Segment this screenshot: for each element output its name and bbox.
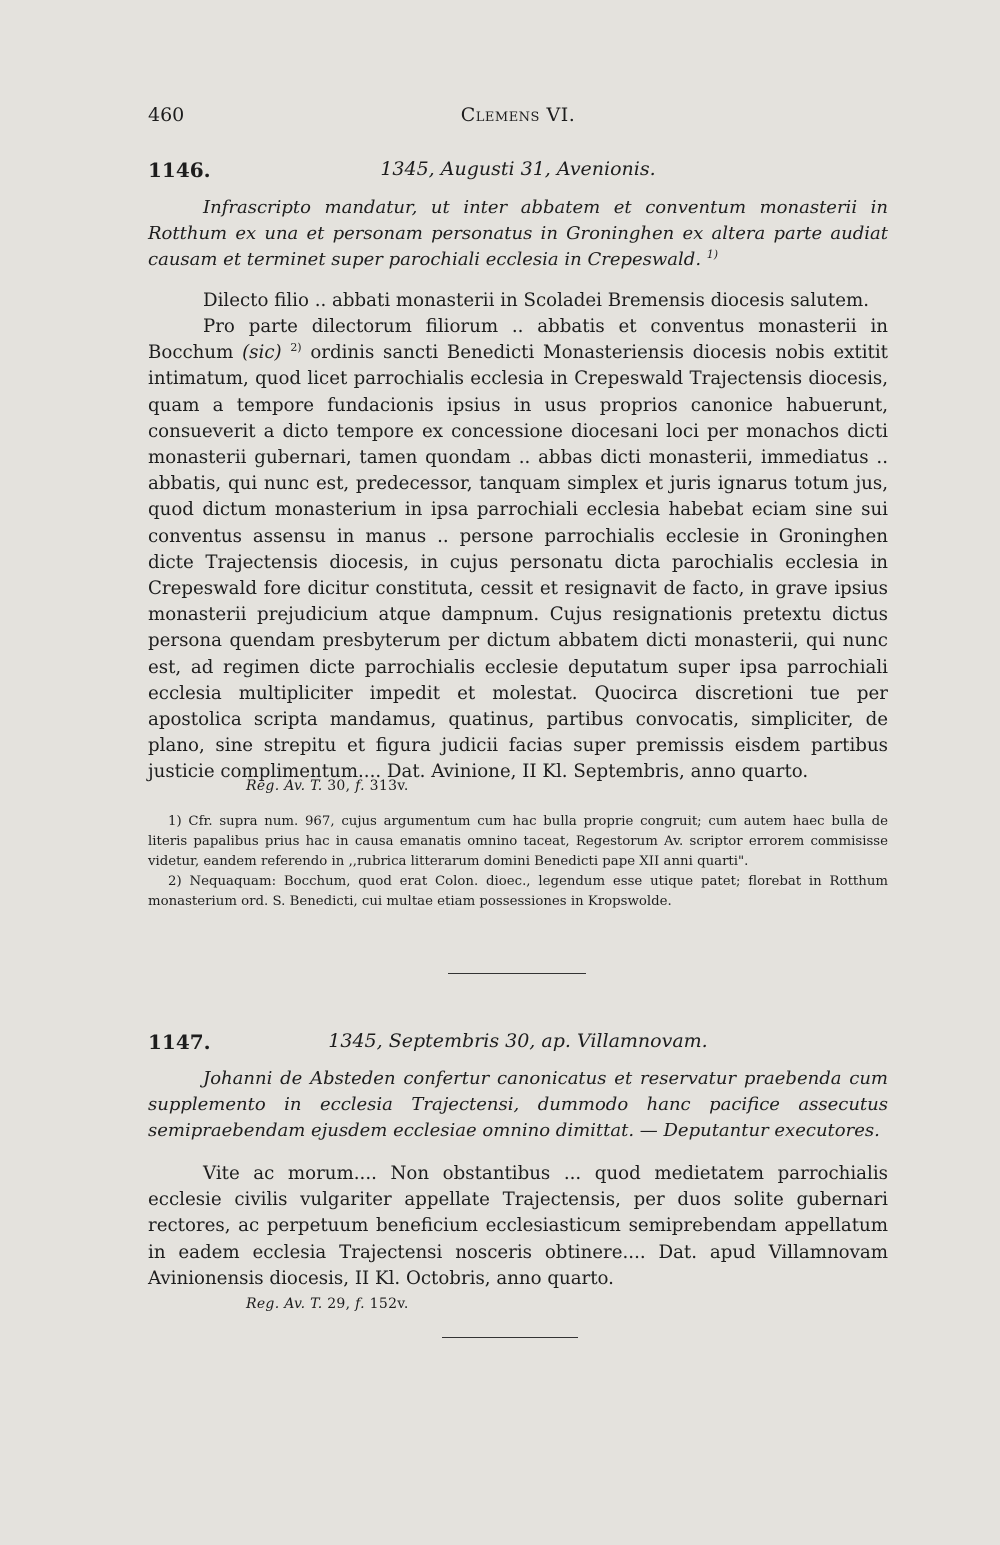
- source-folio: f.: [355, 1296, 365, 1312]
- sic-marker: (sic): [242, 342, 282, 364]
- footnote-ref-1: 1): [706, 248, 719, 261]
- summary-1146: [148, 195, 888, 273]
- footnotes-1146: [148, 812, 888, 912]
- source-folio-number: 152v.: [369, 1296, 409, 1312]
- section-divider: [448, 973, 586, 974]
- source-folio: f.: [355, 778, 365, 794]
- end-divider: [442, 1337, 578, 1338]
- page-number: 460: [148, 104, 185, 126]
- body-text-part-a: Pro parte dilectorum filiorum .. abbatis et conventus monasterii in Bocchum: [148, 316, 888, 364]
- entry-number-1146: 1146.: [148, 158, 211, 182]
- summary-text: Infrascripto mandatur, ut inter abbatem et conventum monasterii in Rotthum ex una et personam personatus in Groninghen ex altera parte audiat causam et terminet super parochiali ecclesia in Crepeswald.: [148, 197, 888, 270]
- body-text-part-b: ordinis sancti Benedicti Monasteriensis diocesis nobis extitit intimatum, quod licet parrochialis ecclesia in Crepeswald Trajectensis diocesis, quam a tempore fundacionis ipsius in usus proprios canonice habuerunt, consueverit a dicto tempore ex concessione diocesani loci per monachos dicti monasterii gubernari, tamen quondam .. abbas dicti monasterii, immediatus .. abbatis, qui nunc est, predecessor, tanquam simplex et juris ignarus totum jus, quod dictum monasterium in ipsa parrochiali ecclesia habebat eciam sine sui conventus assensu in manus .. persone parrochialis ecclesie in Groninghen dicte Trajectensis diocesis, in cujus personatu dicta parochialis ecclesia in Crepeswald fore dicitur constituta, cessit et resignavit de facto, in grave ipsius monasterii prejudicium atque dampnum. Cujus resignationis pretextu dictus persona quendam presbyterum per dictum abbatem dicti monasterii, qui nunc est, ad regimen dicte parrochialis ecclesie deputatum super ipsa parrochiali ecclesia multipliciter impedit et molestat. Quocirca discretioni tue per apostolica scripta mandamus, quatinus, partibus convocatis, simpliciter, de plano, sine strepitu et figura judicii facias super premissis eisdem partibus justicie complimentum.... Dat. Avinione, II Kl. Septembris, anno quarto.: [148, 342, 888, 783]
- source-reference-1147: [246, 1296, 409, 1312]
- source-folio-number: 313v.: [369, 778, 409, 794]
- footnote-2: 2) Nequaquam: Bocchum, quod erat Colon. dioec., legendum esse utique patet; florebat in Rotthum monasterium ord. S. Benedicti, cui multae etiam possessiones in Kropswolde.: [148, 874, 888, 909]
- summary-1147: Johanni de Absteden confertur canonicatus et reservatur praebenda cum supplemento in ecclesia Trajectensi, dummodo hanc pacifice assecutus semipraebendam ejusdem ecclesiae omnino dimittat. — Deputantur executores.: [148, 1068, 888, 1141]
- source-reg: Reg. Av.: [246, 1296, 306, 1312]
- body-1146: [148, 314, 888, 786]
- source-reg: Reg. Av.: [246, 778, 306, 794]
- running-title: Clemens VI.: [460, 104, 576, 126]
- footnote-1: 1) Cfr. supra num. 967, cujus argumentum cum hac bulla proprie congruit; cum autem haec bulla de literis papalibus prius hac in causa emanatis omnino taceat, Regestorum Av. scriptor errorem commisisse videtur, eandem referendo in ,,rubrica litterarum domini Benedicti pape XII anni quarti".: [148, 814, 888, 869]
- dateline-1147: 1345, Septembris 30, ap. Villamnovam.: [328, 1030, 708, 1052]
- source-tome-number: 29,: [327, 1296, 351, 1312]
- page-header: [148, 104, 888, 132]
- body-1147: Vite ac morum.... Non obstantibus ... quod medietatem parrochialis ecclesie civilis vulgariter appellate Trajectensis, per duos solite gubernari rectores, ac perpetuum beneficium ecclesiasticum semiprebendam appellatum in eadem ecclesia Trajectensi nosceris obtinere.... Dat. apud Villamnovam Avinionensis diocesis, II Kl. Octobris, anno quarto.: [148, 1163, 888, 1289]
- source-tome: T.: [310, 1296, 323, 1312]
- source-reference-1146: [246, 778, 409, 794]
- salutation-1146: Dilecto filio .. abbati monasterii in Scoladei Bremensis diocesis salutem.: [203, 290, 870, 311]
- entry-number-1147: 1147.: [148, 1030, 211, 1054]
- source-tome: T.: [310, 778, 323, 794]
- dateline-1146: 1345, Augusti 31, Avenionis.: [380, 158, 656, 180]
- source-tome-number: 30,: [327, 778, 351, 794]
- footnote-ref-2: 2): [290, 341, 302, 355]
